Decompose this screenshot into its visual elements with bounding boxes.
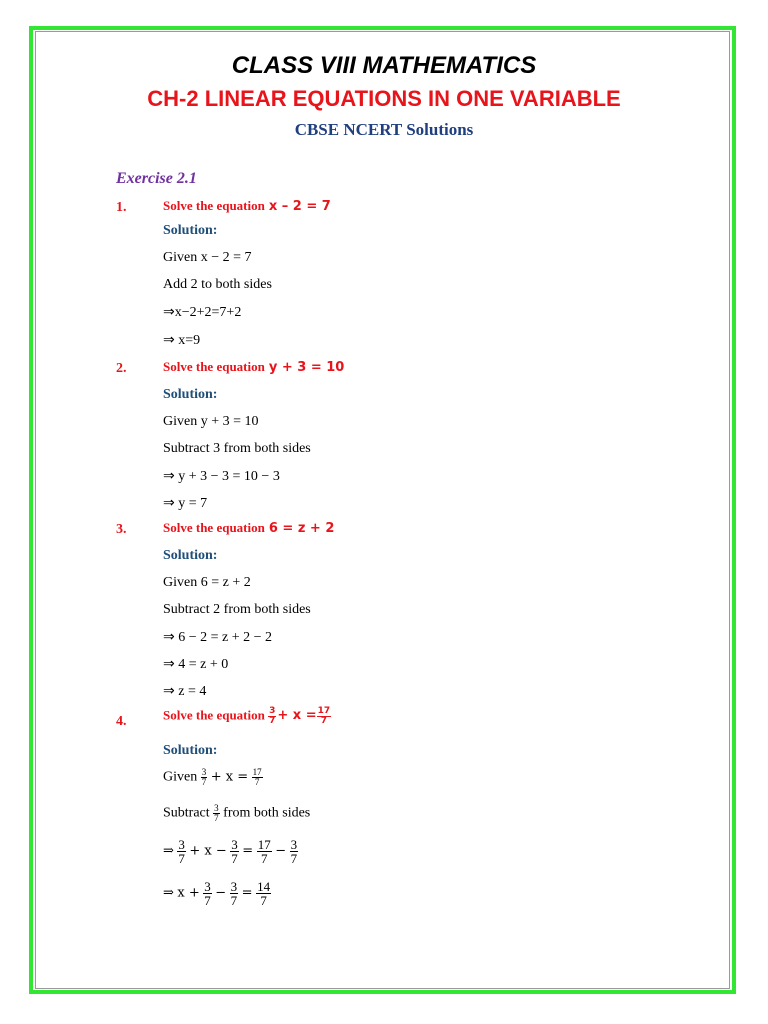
solution-step: ⇒ x + $\frac{3}{7}$ − $\frac{3}{7}$ = $\frac{14}{7}$: [163, 879, 271, 908]
question-equation: x – 2 = 7: [268, 199, 331, 214]
fraction: $\frac{3}{7}$: [201, 767, 207, 787]
question-equation: 6 = z + 2: [268, 521, 335, 536]
fraction: $\frac{3}{7}$: [204, 879, 211, 908]
solution-step: Subtract $\frac{3}{7}$ from both sides: [163, 803, 311, 823]
question-number: 4.: [116, 714, 127, 729]
question-text: Solve the equation: [163, 359, 265, 374]
question-equation: y + 3 = 10: [268, 360, 345, 375]
fraction: $\frac{14}{7}$: [257, 879, 271, 908]
question-prompt: [163, 707, 331, 726]
solution-step: Given y + 3 = 10: [163, 414, 259, 429]
solution-step: ⇒ 6 − 2 = z + 2 − 2: [163, 630, 273, 645]
fraction: $\frac{3}{7}$: [230, 879, 238, 908]
solution-label: Solution:: [163, 223, 218, 238]
fraction: $\frac{17}{7}$: [317, 706, 331, 726]
solution-step: Given $\frac{3}{7}$ + x = $\frac{17}{7}$: [163, 767, 262, 787]
solution-step: ⇒ $\frac{3}{7}$ + x − $\frac{3}{7}$ = $\frac{17}{7}$ − $\frac{3}{7}$: [163, 837, 298, 866]
question-text: Solve the equation: [163, 707, 265, 723]
solution-step: ⇒ 4 = z + 0: [163, 657, 229, 672]
solution-label: Solution:: [163, 387, 218, 402]
question-prompt: [163, 198, 331, 214]
solution-step: Given 6 = z + 2: [163, 575, 251, 590]
chapter-title: CH-2 LINEAR EQUATIONS IN ONE VARIABLE: [147, 86, 621, 111]
question-number: 2.: [116, 361, 127, 376]
document-subtitle: CBSE NCERT Solutions: [294, 120, 474, 139]
solution-step: ⇒ z = 4: [163, 684, 207, 699]
fraction: $\frac{3}{7}$: [214, 803, 219, 823]
solution-step: ⇒ y = 7: [163, 496, 208, 511]
solution-step: Subtract 2 from both sides: [163, 602, 311, 617]
solution-step: ⇒ y + 3 − 3 = 10 − 3: [163, 469, 280, 484]
solution-step: Given x − 2 = 7: [163, 250, 252, 265]
document-title: CLASS VIII MATHEMATICS: [231, 52, 537, 79]
solution-step: Add 2 to both sides: [163, 277, 272, 292]
fraction: $\frac{17}{7}$: [257, 837, 271, 866]
fraction: $\frac{3}{7}$: [178, 837, 185, 866]
solution-label: Solution:: [163, 743, 218, 758]
question-prompt: [163, 359, 344, 375]
question-number: 1.: [116, 200, 127, 215]
exercise-heading: Exercise 2.1: [116, 170, 197, 187]
question-prompt: [163, 520, 334, 536]
fraction: $\frac{17}{7}$: [252, 767, 262, 787]
solution-step: Subtract 3 from both sides: [163, 441, 311, 456]
question-number: 3.: [116, 522, 127, 537]
fraction: $\frac{3}{7}$: [231, 837, 238, 866]
question-text: Solve the equation: [163, 520, 265, 535]
fraction: $\frac{3}{7}$: [269, 706, 276, 726]
question-text: Solve the equation: [163, 198, 265, 213]
solution-label: Solution:: [163, 548, 218, 563]
question-equation: + x =: [277, 708, 317, 724]
fraction: $\frac{3}{7}$: [290, 837, 298, 866]
solution-step: ⇒x−2+2=7+2: [163, 305, 242, 320]
solution-step: ⇒ x=9: [163, 333, 201, 348]
